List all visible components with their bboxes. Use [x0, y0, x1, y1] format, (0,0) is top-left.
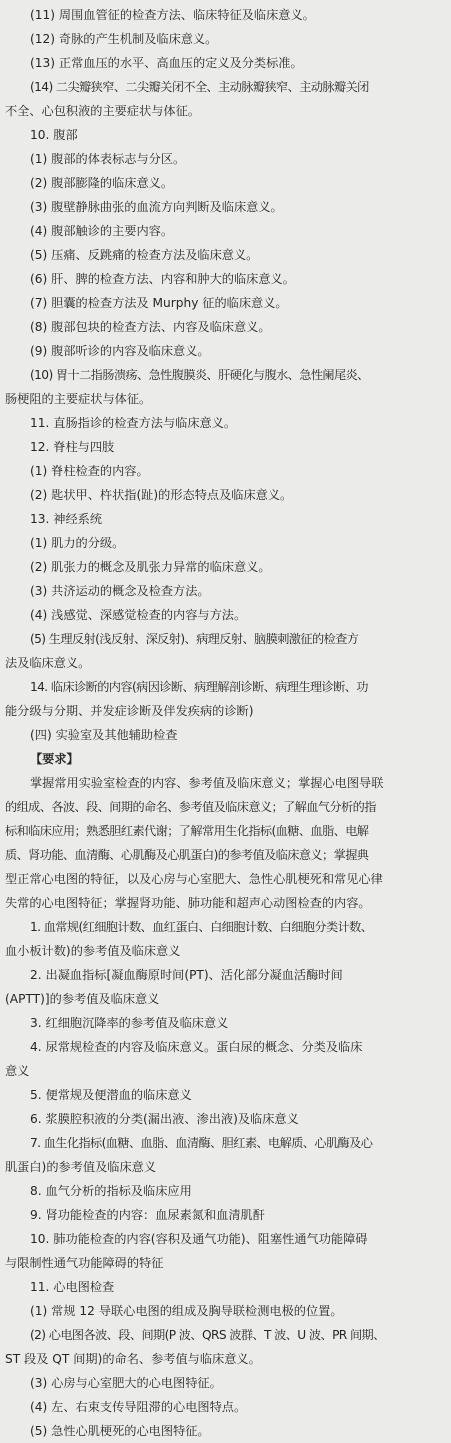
text-line: (1) 腹部的体表标志与分区。: [30, 152, 186, 166]
text-line: 7. 血生化指标(血糖、血脂、血清酶、胆红素、电解质、心肌酶及心: [30, 1136, 373, 1150]
text-line: 掌握常用实验室检查的内容、参考值及临床意义；掌握心电图导联: [30, 776, 384, 790]
text-line: (3) 共济运动的概念及检查方法。: [30, 584, 210, 598]
text-line: (4) 腹部触诊的主要内容。: [30, 224, 174, 238]
text-line: (12) 奇脉的产生机制及临床意义。: [30, 32, 218, 46]
text-line: 失常的心电图特征；掌握肾功能、肺功能和超声心动图检查的内容。: [5, 896, 371, 910]
text-line: 型正常心电图的特征，以及心房与心室肥大、急性心肌梗死和常见心律: [5, 872, 383, 886]
text-line: 1. 血常规(红细胞计数、血红蛋白、白细胞计数、白细胞分类计数、: [30, 920, 373, 934]
text-line: 13. 神经系统: [30, 512, 103, 526]
text-line: 不全、心包积液的主要症状与体征。: [5, 104, 200, 118]
text-line: 意义: [5, 1064, 30, 1078]
text-line: 与限制性通气功能障碍的特征: [5, 1256, 164, 1270]
text-line: (6) 肝、脾的检查方法、内容和肿大的临床意义。: [30, 272, 295, 286]
text-line: 血小板计数)的参考值及临床意义: [5, 944, 181, 958]
text-line: (1) 常规 12 导联心电图的组成及胸导联检测电极的位置。: [30, 1304, 343, 1318]
text-line: 10. 肺功能检查的内容(容积及通气功能)、阻塞性通气功能障碍: [30, 1232, 368, 1246]
text-line: (7) 胆囊的检查方法及 Murphy 征的临床意义。: [30, 296, 288, 310]
text-line: 【要求】: [30, 752, 79, 766]
text-line: (5) 急性心肌梗死的心电图特征。: [30, 1424, 210, 1438]
text-line: 4. 尿常规检查的内容及临床意义。蛋白尿的概念、分类及临床: [30, 1040, 363, 1054]
text-line: (2) 匙状甲、杵状指(趾)的形态特点及临床意义。: [30, 488, 293, 502]
text-line: 肠梗阻的主要症状与体征。: [5, 392, 152, 406]
text-line: (4) 浅感觉、深感觉检查的内容与方法。: [30, 608, 247, 622]
text-line: (1) 肌力的分级。: [30, 536, 125, 550]
text-line: (9) 腹部听诊的内容及临床意义。: [30, 344, 210, 358]
text-line: (5) 生理反射(浅反射、深反射)、病理反射、脑膜刺激征的检查方: [30, 632, 359, 646]
text-line: (APTT)]的参考值及临床意义: [5, 992, 160, 1006]
text-line: 5. 便常规及便潜血的临床意义: [30, 1088, 192, 1102]
text-line: (2) 腹部膨隆的临床意义。: [30, 176, 174, 190]
text-line: 12. 脊柱与四肢: [30, 440, 115, 454]
text-line: (5) 压痛、反跳痛的检查方法及临床意义。: [30, 248, 259, 262]
text-line: 8. 血气分析的指标及临床应用: [30, 1184, 192, 1198]
text-line: (3) 心房与心室肥大的心电图特征。: [30, 1376, 222, 1390]
text-line: 的组成、各波、段、间期的命名、参考值及临床意义；了解血气分析的指: [5, 800, 376, 814]
text-line: 3. 红细胞沉降率的参考值及临床意义: [30, 1016, 229, 1030]
text-line: (11) 周围血管征的检查方法、临床特征及临床意义。: [30, 8, 315, 22]
text-line: (3) 腹壁静脉曲张的血流方向判断及临床意义。: [30, 200, 283, 214]
text-line: 质、肾功能、血清酶、心肌酶及心肌蛋白)的参考值及临床意义；掌握典: [5, 848, 369, 862]
text-line: 肌蛋白)的参考值及临床意义: [5, 1160, 157, 1174]
text-line: ST 段及 QT 间期)的命名、参考值与临床意义。: [5, 1352, 261, 1366]
text-line: (2) 心电图各波、段、间期(P 波、QRS 波群、T 波、U 波、PR 间期、: [30, 1328, 385, 1342]
text-line: 14. 临床诊断的内容(病因诊断、病理解剖诊断、病理生理诊断、功: [30, 680, 368, 694]
text-line: 11. 直肠指诊的检查方法与临床意义。: [30, 416, 237, 430]
text-line: 10. 腹部: [30, 128, 78, 142]
text-line: 2. 出凝血指标[凝血酶原时间(PT)、活化部分凝血活酶时间: [30, 968, 343, 982]
text-line: 标和临床应用；熟悉胆红素代谢；了解常用生化指标(血糖、血脂、电解: [5, 824, 369, 838]
text-line: 9. 肾功能检查的内容：血尿素氮和血清肌酐: [30, 1208, 265, 1222]
text-line: (14) 二尖瓣狭窄、二尖瓣关闭不全、主动脉瓣狭窄、主动脉瓣关闭: [30, 80, 369, 94]
text-line: (1) 脊柱检查的内容。: [30, 464, 149, 478]
text-line: (2) 肌张力的概念及肌张力异常的临床意义。: [30, 560, 271, 574]
text-line: 法及临床意义。: [5, 656, 91, 670]
text-line: (10) 胃十二指肠溃疡、急性腹膜炎、肝硬化与腹水、急性阑尾炎、: [30, 368, 369, 382]
text-line: 11. 心电图检查: [30, 1280, 115, 1294]
text-line: 能分级与分期、并发症诊断及伴发疾病的诊断): [5, 704, 254, 718]
text-line: (四) 实验室及其他辅助检查: [30, 728, 178, 742]
text-line: (8) 腹部包块的检查方法、内容及临床意义。: [30, 320, 271, 334]
text-line: 6. 浆膜腔积液的分类(漏出液、渗出液)及临床意义: [30, 1112, 299, 1126]
text-line: (4) 左、右束支传导阻滞的心电图特点。: [30, 1400, 247, 1414]
text-line: (13) 正常血压的水平、高血压的定义及分类标准。: [30, 56, 303, 70]
